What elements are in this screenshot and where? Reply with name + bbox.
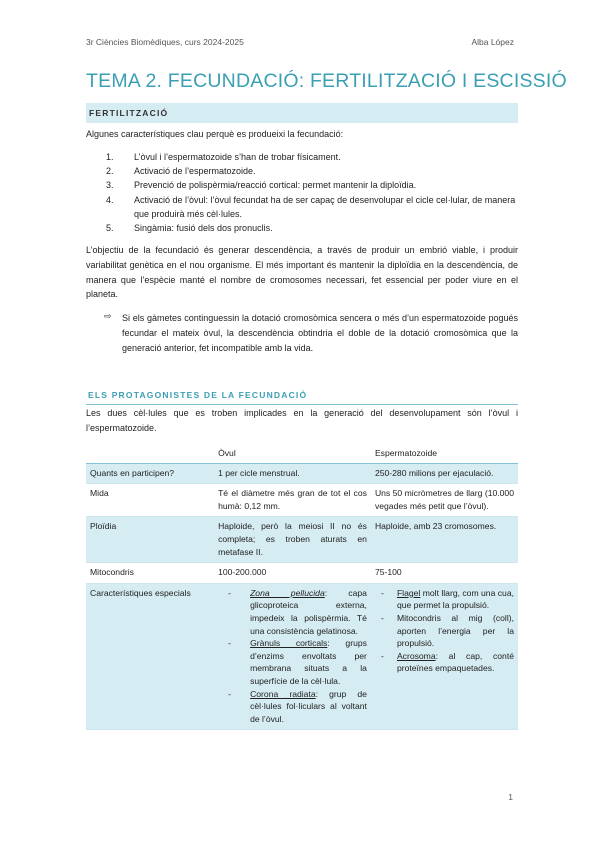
table-row bbox=[86, 463, 518, 484]
term: Grànuls corticals bbox=[250, 638, 328, 649]
row-label: Mitocondris bbox=[86, 563, 214, 584]
table-cell: Uns 50 micròmetres de llarg (10.000 vegades més petit que l’òvul). bbox=[371, 484, 518, 517]
table-row bbox=[86, 583, 518, 730]
list-item: - Acrosoma: al cap, conté proteïnes empaquetades. bbox=[380, 650, 514, 674]
table-header: Espermatozoide bbox=[371, 446, 518, 463]
table-cell: 250-280 milions per ejaculació. bbox=[371, 463, 518, 484]
list-item bbox=[86, 178, 518, 192]
list-item: - Corona radiata: grup de cèl·lules fol·liculars al voltant de l’òvul. bbox=[228, 688, 367, 724]
term-description: : al cap, conté proteïnes empaquetades. bbox=[396, 650, 514, 674]
table-row bbox=[86, 517, 518, 563]
arrow-note: Si els gàmetes continguessin la dotació cromosòmica sencera o més d’un espermatozoide pogués fecundar el mateix òvul, la descendència obtindria el doble de la dotació cromosòmica que la generació anterior, fet incompatible amb la vida. bbox=[122, 313, 518, 353]
term-description: molt llarg, com una cua, que permet la propulsió. bbox=[396, 587, 514, 611]
header-course: 3r Ciències Biomèdiques, curs 2024-2025 bbox=[86, 37, 244, 47]
row-label: Característiques especials bbox=[86, 583, 214, 730]
table-cell: 75-100 bbox=[371, 563, 518, 584]
page-title: TEMA 2. FECUNDACIÓ: FERTILITZACIÓ I ESCISSIÓ bbox=[86, 70, 567, 92]
criteria-list bbox=[86, 150, 518, 235]
section-heading-label: ELS PROTAGONISTES DE LA FECUNDACIÓ bbox=[88, 390, 308, 400]
term-description: : grups d’enzims envoltats per membrana situats a la superfície de la cèl·lula. bbox=[250, 638, 367, 686]
term-description: : grup de cèl·lules fol·liculars al voltant de l’òvul. bbox=[250, 688, 367, 724]
comparison-table bbox=[86, 446, 518, 730]
term: Flagel bbox=[396, 587, 421, 598]
table-cell: 1 per cicle menstrual. bbox=[214, 463, 371, 484]
term: Zona pellucida bbox=[250, 587, 325, 598]
list-text: L’òvul i l’espermatozoide s’han de trobar físicament. bbox=[134, 152, 341, 162]
section-heading-label: FERTILITZACIÓ bbox=[89, 108, 169, 118]
list-item: - Grànuls corticals: grups d’enzims envoltats per membrana situats a la superfície de la cèl·lula. bbox=[228, 638, 367, 686]
list-item: - Mitocondris al mig (coll), aporten l’energia per la propulsió. bbox=[380, 612, 514, 649]
list-number: 2. bbox=[106, 166, 114, 177]
term: Corona radiata bbox=[250, 688, 316, 699]
arrow-right-icon: ⇨ bbox=[104, 311, 112, 321]
objective-paragraph: L’objectiu de la fecundació és generar descendència, a través de produir un embrió viable, i produir variabilitat genètica en el nou organisme. El més important és mantenir la diploïdia en la descendència, de manera que l’espècie manté el nombre de cromosomes necessari, fet essencial per poder viure en el planeta. bbox=[86, 245, 518, 300]
list-item: - Zona pellucida: capa glicoproteica externa, impedeix la polispèrmia. Té una consistència gelatinosa. bbox=[228, 587, 367, 636]
list-text: Activació de l’òvul: l’òvul fecundat ha de ser capaç de desenvolupar el cicle cel·lular, de manera que produirà més cèl·lules. bbox=[134, 194, 516, 219]
section-heading-protagonistes bbox=[86, 384, 518, 405]
header-author: Alba López bbox=[471, 37, 514, 47]
table-row bbox=[86, 484, 518, 517]
list-item bbox=[86, 150, 518, 164]
row-label: Quants en participen? bbox=[86, 463, 214, 484]
list-number: 5. bbox=[106, 223, 114, 234]
row-label: Mida bbox=[86, 484, 214, 517]
table-cell bbox=[214, 583, 371, 730]
list-number: 4. bbox=[106, 194, 114, 205]
protagonists-intro: Les dues cèl·lules que es troben implicades en la generació del desenvolupament són l’òvul i l’espermatozoide. bbox=[86, 408, 518, 433]
term-description: Mitocondris al mig (coll), aporten l’energia per la propulsió. bbox=[396, 612, 514, 649]
page-number: 1 bbox=[508, 792, 513, 802]
table-header-row bbox=[86, 446, 518, 463]
table-row bbox=[86, 563, 518, 584]
table-header bbox=[86, 446, 214, 463]
section-heading-fertilitzacio bbox=[86, 103, 518, 123]
list-item: - Flagel molt llarg, com una cua, que permet la propulsió. bbox=[380, 587, 514, 611]
list-text: Singàmia: fusió dels dos pronuclis. bbox=[134, 223, 273, 234]
table-cell bbox=[371, 583, 518, 730]
ovul-features-list bbox=[218, 587, 367, 726]
list-text: Activació de l’espermatozoide. bbox=[134, 166, 256, 177]
list-item bbox=[86, 221, 518, 235]
table-cell: Haploide, amb 23 cromosomes. bbox=[371, 517, 518, 563]
table-cell: Té el diàmetre més gran de tot el cos humà: 0,12 mm. bbox=[214, 484, 371, 517]
list-item bbox=[86, 193, 518, 221]
row-label: Ploïdia bbox=[86, 517, 214, 563]
term-description: : capa glicoproteica externa, impedeix la polispèrmia. Té una consistència gelatinosa. bbox=[250, 587, 367, 636]
table-cell: 100-200.000 bbox=[214, 563, 371, 584]
list-item bbox=[86, 164, 518, 178]
list-number: 1. bbox=[106, 152, 114, 162]
esperma-features-list bbox=[375, 587, 514, 675]
list-number: 3. bbox=[106, 180, 114, 191]
term: Acrosoma bbox=[396, 650, 436, 661]
table-header: Òvul bbox=[214, 446, 371, 463]
table-cell: Haploide, però la meiosi II no és completa; es troben aturats en metafase II. bbox=[214, 517, 371, 563]
intro-text: Algunes característiques clau perquè es produeixi la fecundació: bbox=[86, 129, 344, 139]
list-text: Prevenció de polispèrmia/reacció cortical: permet mantenir la diploïdia. bbox=[134, 180, 417, 191]
